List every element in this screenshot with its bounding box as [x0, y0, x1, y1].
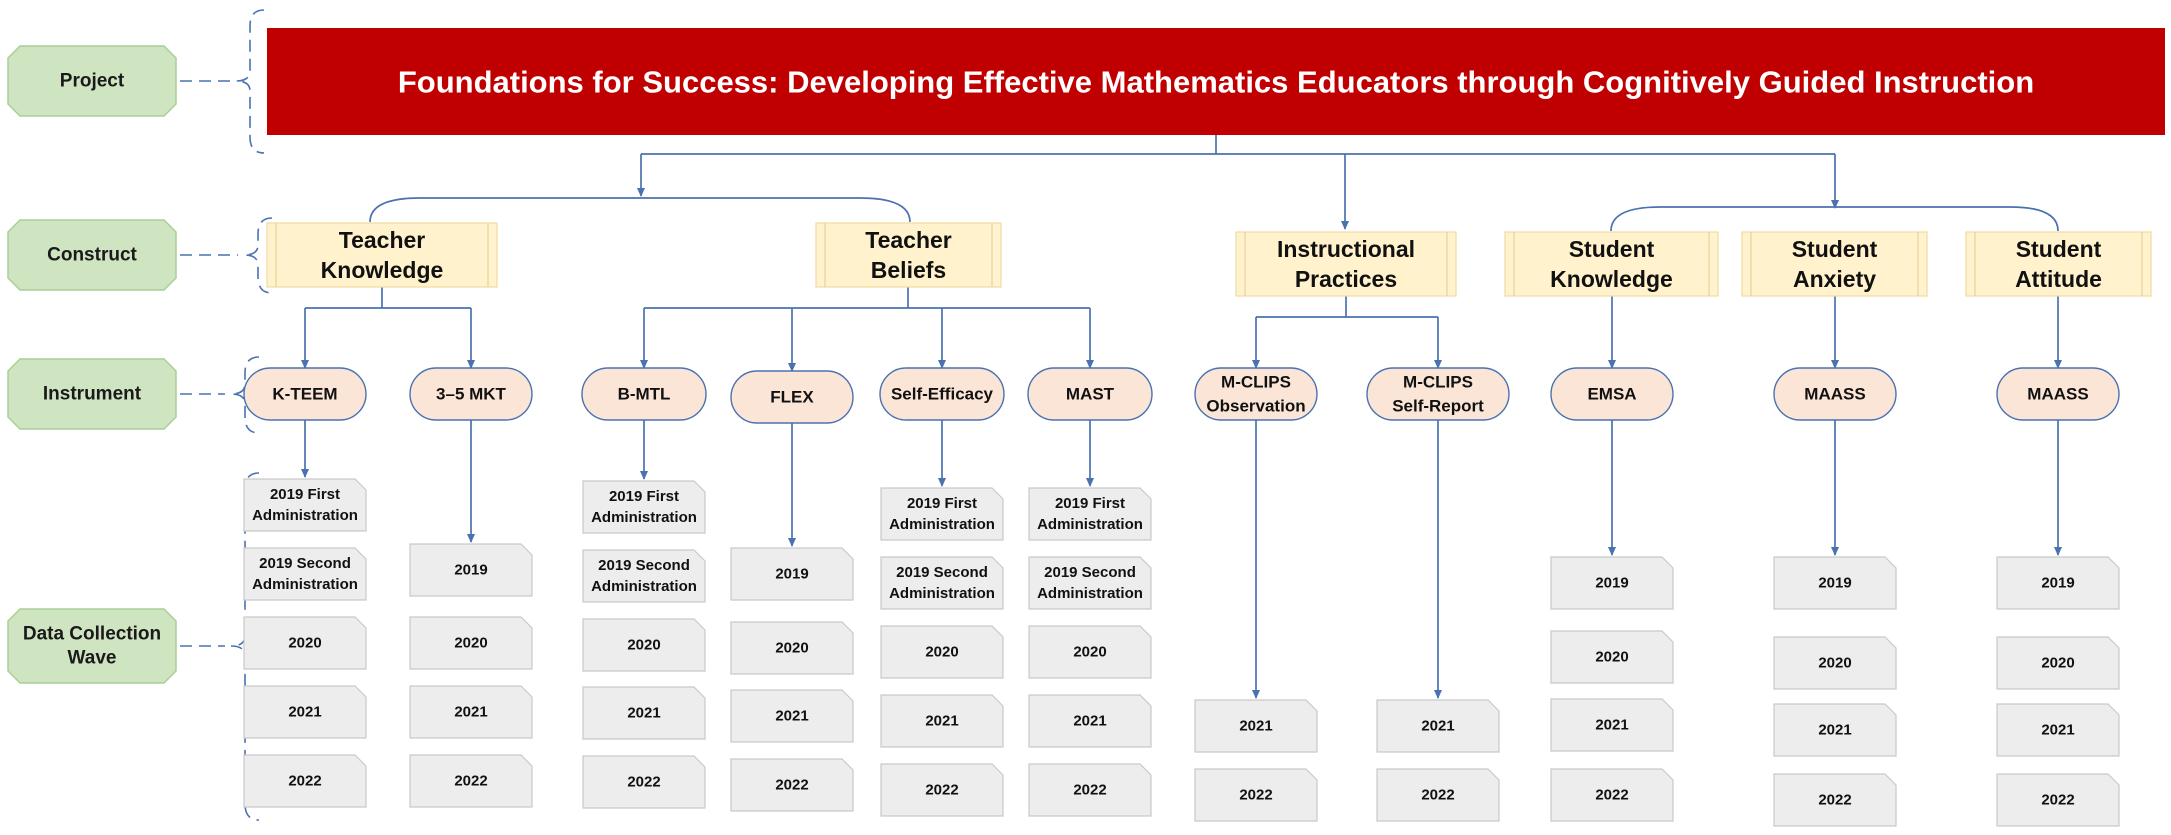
level-brace — [236, 10, 264, 153]
project-title — [267, 28, 2165, 135]
connector-line — [370, 198, 910, 222]
wave-se-label: 2022 — [925, 781, 959, 799]
wave-se-label: Administration — [889, 585, 995, 602]
construct-sat-label: Attitude — [2015, 266, 2102, 292]
wave-maass2-label: 2022 — [2041, 791, 2075, 809]
instrument-kteem-label: K-TEEM — [272, 384, 338, 404]
instrument-mco-label: M-CLIPS — [1221, 372, 1291, 392]
connector-line — [1611, 207, 2058, 231]
wave-kteem-label: 2019 First — [269, 486, 341, 503]
wave-flex-label: 2021 — [775, 707, 809, 725]
construct-san-label: Student — [1791, 236, 1878, 262]
wave-maass2-label: 2019 — [2041, 574, 2075, 592]
wave-mcs-label: 2022 — [1421, 786, 1455, 804]
construct-tk-label: Knowledge — [320, 257, 444, 283]
instrument-mcs-label: M-CLIPS — [1403, 372, 1473, 392]
wave-kteem-label: 2021 — [288, 703, 322, 721]
wave-kteem-label: Administration — [252, 507, 358, 524]
wave-se-label: Administration — [889, 516, 995, 533]
wave-bmtl-label: 2022 — [627, 773, 661, 791]
construct-sk-label: Student — [1568, 236, 1655, 262]
wave-maass2-label: 2021 — [2041, 721, 2075, 739]
wave-maass1-label: 2021 — [1818, 721, 1852, 739]
instrument-mcs-label: Self-Report — [1392, 396, 1484, 416]
wave-boxes — [244, 479, 2119, 826]
level-construct-label: Construct — [47, 244, 137, 266]
construct-tb-label: Beliefs — [870, 257, 947, 283]
wave-emsa-label: 2021 — [1595, 716, 1629, 734]
wave-emsa-label: 2020 — [1595, 648, 1629, 666]
level-project-label: Project — [59, 70, 125, 92]
level-wave-label: Wave — [67, 647, 117, 669]
wave-se-label: 2019 Second — [896, 564, 988, 581]
wave-mast-label: 2019 Second — [1044, 564, 1136, 581]
instrument-maass2-label: MAASS — [2027, 384, 2089, 404]
wave-mco-label: 2021 — [1239, 717, 1273, 735]
wave-se-label: 2021 — [925, 712, 959, 730]
wave-maass2-label: 2020 — [2041, 654, 2075, 672]
wave-kteem-label: Administration — [252, 576, 358, 593]
instrument-bmtl-label: B-MTL — [617, 384, 671, 404]
wave-flex-label: 2022 — [775, 776, 809, 794]
wave-emsa-label: 2022 — [1595, 786, 1629, 804]
construct-san-label: Anxiety — [1792, 266, 1877, 292]
level-labels — [8, 10, 272, 820]
level-wave-box — [8, 609, 176, 683]
wave-maass1-label: 2022 — [1818, 791, 1852, 809]
construct-tb-label: Teacher — [865, 227, 952, 253]
instrument-emsa-label: EMSA — [1587, 384, 1637, 404]
wave-mcs-label: 2021 — [1421, 717, 1455, 735]
wave-mast-label: 2019 First — [1054, 495, 1126, 512]
wave-flex-label: 2020 — [775, 639, 809, 657]
construct-ip-label: Instructional — [1276, 236, 1416, 262]
construct-sk-label: Knowledge — [1550, 266, 1673, 292]
instrument-mast-label: MAST — [1065, 384, 1115, 404]
wave-kteem-label: 2019 Second — [259, 555, 351, 572]
wave-flex-label: 2019 — [775, 565, 809, 583]
wave-maass1-label: 2019 — [1818, 574, 1852, 592]
construct-sat-label: Student — [2015, 236, 2102, 262]
wave-mco-label: 2022 — [1239, 786, 1273, 804]
wave-mast-label: Administration — [1037, 516, 1143, 533]
wave-bmtl-label: Administration — [591, 509, 697, 526]
instrument-boxes — [244, 368, 2119, 423]
wave-mkt-label: 2022 — [454, 772, 488, 790]
instrument-maass1-label: MAASS — [1804, 384, 1866, 404]
instrument-se-label: Self-Efficacy — [890, 384, 994, 404]
wave-bmtl-label: 2019 First — [608, 488, 680, 505]
wave-mast-label: 2020 — [1073, 643, 1107, 661]
wave-bmtl-label: Administration — [591, 578, 697, 595]
construct-boxes — [267, 223, 2151, 296]
wave-mkt-label: 2020 — [454, 634, 488, 652]
wave-mkt-label: 2019 — [454, 561, 488, 579]
wave-kteem-label: 2020 — [288, 634, 322, 652]
wave-maass1-label: 2020 — [1818, 654, 1852, 672]
wave-bmtl-label: 2019 Second — [598, 557, 690, 574]
instrument-mkt-label: 3–5 MKT — [436, 384, 506, 404]
level-instrument-label: Instrument — [42, 383, 142, 405]
instrument-flex-label: FLEX — [770, 387, 814, 407]
wave-se-label: 2020 — [925, 643, 959, 661]
construct-tk-label: Teacher — [338, 227, 426, 253]
wave-mast-label: Administration — [1037, 585, 1143, 602]
wave-mkt-label: 2021 — [454, 703, 488, 721]
wave-bmtl-label: 2020 — [627, 636, 661, 654]
level-wave-label: Data Collection — [22, 623, 162, 645]
wave-emsa-label: 2019 — [1595, 574, 1629, 592]
wave-mast-label: 2022 — [1073, 781, 1107, 799]
project-title-text: Foundations for Success: Developing Effective Mathematics Educators through Cognitively Guided Instruction — [397, 64, 2035, 100]
construct-ip-label: Practices — [1294, 266, 1398, 292]
wave-se-label: 2019 First — [906, 495, 978, 512]
instrument-mco-label: Observation — [1206, 396, 1306, 416]
wave-kteem-label: 2022 — [288, 772, 322, 790]
wave-bmtl-label: 2021 — [627, 704, 661, 722]
wave-mast-label: 2021 — [1073, 712, 1107, 730]
